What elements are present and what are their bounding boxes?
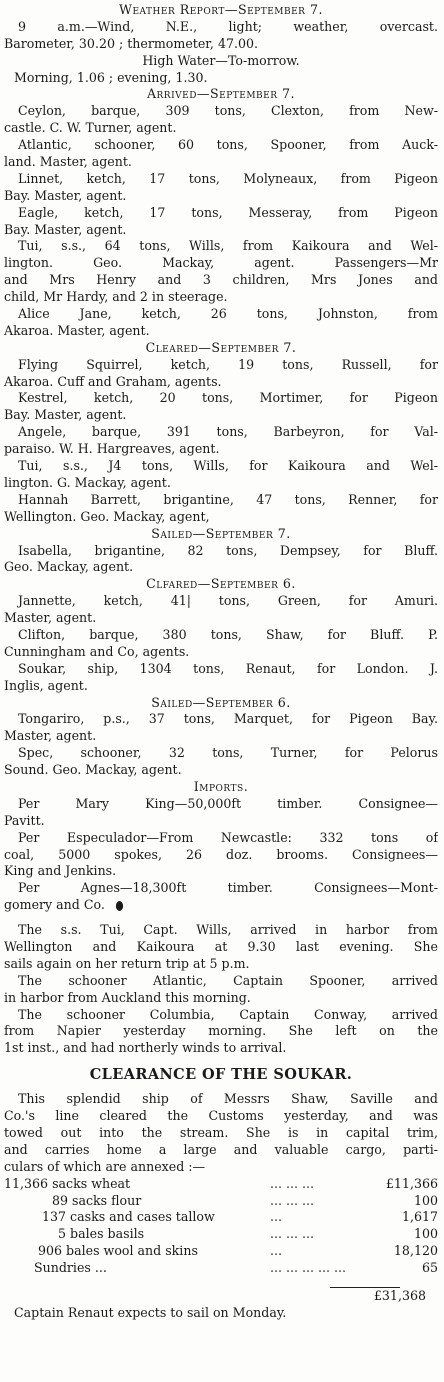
cleared-entry-line: Master, agent. <box>4 610 97 626</box>
news-line: The s.s. Tui, Capt. Wills, arrived in harbor from <box>18 922 438 938</box>
arrived-heading: Arrived—September 7. <box>146 86 296 102</box>
sailed-heading: Sailed—September 6. <box>151 694 291 710</box>
cleared-entry-line: Bay. Master, agent. <box>4 407 127 423</box>
cargo-item: Sundries ... <box>34 1260 107 1276</box>
cleared-entry-line: Flying Squirrel, ketch, 19 tons, Russell, for <box>18 356 438 372</box>
cleared-entry-line: Wellington. Geo. Mackay, agent, <box>4 508 210 524</box>
arrival-entry-line: castle. C. W. Turner, agent. <box>4 120 177 136</box>
cargo-row <box>4 1176 438 1193</box>
sailed-entry-line: Geo. Mackay, agent. <box>4 559 134 575</box>
arrival-entry-line: Bay. Master, agent. <box>4 187 127 203</box>
cleared-entry-line: Jannette, ketch, 41| tons, Green, for Amuri. <box>18 593 438 609</box>
cleared-entry-line: paraiso. W. H. Hargreaves, agent. <box>4 441 220 457</box>
weather-line: 9 a.m.—Wind, N.E., light; weather, overcast. <box>18 18 438 34</box>
sailed-entry-line: Sound. Geo. Mackay, agent. <box>4 762 182 778</box>
cargo-row <box>4 1260 438 1277</box>
cleared-heading: Clfared—September 6. <box>146 576 296 592</box>
cargo-leader: ... ... ... <box>270 1175 315 1191</box>
cargo-leader: ... ... ... ... ... <box>270 1260 347 1276</box>
cleared-entry-line: Tui, s.s., J4 tons, Wills, for Kaikoura and Wel- <box>18 458 438 474</box>
cargo-leader: ... ... ... <box>270 1226 315 1242</box>
cleared-entry-line: Hannah Barrett, brigantine, 47 tons, Renner, for <box>18 491 438 507</box>
cleared-entry-line: lington. G. Mackay, agent. <box>4 474 171 490</box>
news-line: The schooner Columbia, Captain Conway, arrived <box>18 1006 438 1022</box>
arrival-entry-line: Eagle, ketch, 17 tons, Messeray, from Pigeon <box>18 204 438 220</box>
high-water-heading: High Water—To-morrow. <box>142 52 300 68</box>
closing-line: Captain Renaut expects to sail on Monday. <box>14 1305 287 1321</box>
arrival-entry-line: land. Master, agent. <box>4 154 132 170</box>
import-entry-line: Pavitt. <box>4 812 45 828</box>
clearance-heading: CLEARANCE OF THE SOUKAR. <box>89 1066 353 1084</box>
clearance-text-line: Co.'s line cleared the Customs yesterday, and was <box>4 1108 438 1124</box>
cargo-amount: 100 <box>413 1226 438 1242</box>
cleared-entry-line: Kestrel, ketch, 20 tons, Mortimer, for Pigeon <box>18 390 438 406</box>
cargo-total: £31,368 <box>373 1288 426 1304</box>
cleared-entry-line: Akaroa. Cuff and Graham, agents. <box>4 373 222 389</box>
import-entry-line: Per Especulador—From Newcastle: 332 tons of <box>18 829 438 845</box>
sailed-entry-line: Tongariro, p.s., 37 tons, Marquet, for Pigeon Bay. <box>18 711 438 727</box>
cargo-amount: £11,366 <box>385 1175 438 1191</box>
cargo-item: 5 bales basils <box>58 1226 145 1242</box>
arrival-entry-line: Linnet, ketch, 17 tons, Molyneaux, from Pigeon <box>18 170 438 186</box>
sailed-entry-line: Isabella, brigantine, 82 tons, Dempsey, for Bluff. <box>18 542 438 558</box>
news-line: 1st inst., and had northerly winds to arrival. <box>4 1040 287 1056</box>
news-line: The schooner Atlantic, Captain Spooner, arrived <box>18 972 438 988</box>
cargo-amount: 65 <box>421 1260 438 1276</box>
sailed-entry-line: Master, agent. <box>4 728 97 744</box>
cargo-row <box>4 1193 438 1210</box>
import-entry-text: gomery and Co. <box>4 897 105 913</box>
weather-report-heading: Weather Report—September 7. <box>119 2 323 17</box>
arrival-entry-line: Tui, s.s., 64 tons, Wills, from Kaikoura and Wel- <box>18 238 438 254</box>
cargo-item: 89 sacks flour <box>52 1192 142 1208</box>
cargo-row <box>4 1243 438 1260</box>
cargo-amount: 1,617 <box>401 1209 438 1225</box>
clearance-text-line: towed out into the stream. She is in capital trim, <box>4 1125 438 1140</box>
news-line: Wellington and Kaikoura at 9.30 last evening. She <box>4 938 438 954</box>
cargo-row <box>4 1226 438 1243</box>
news-line: from Napier yesterday morning. She left on the <box>4 1023 438 1039</box>
sailed-entry-line: Spec, schooner, 32 tons, Turner, for Pelorus <box>18 745 438 761</box>
arrival-entry-line: lington. Geo. Mackay, agent. Passengers—Mr <box>4 255 438 271</box>
import-entry-line: Per Agnes—18,300ft timber. Consignees—Mont- <box>18 880 438 896</box>
cargo-item: 11,366 sacks wheat <box>4 1175 131 1191</box>
arrival-entry-line: and Mrs Henry and 3 children, Mrs Jones and <box>4 272 438 288</box>
cargo-amount: 18,120 <box>393 1243 438 1259</box>
news-line: sails again on her return trip at 5 p.m. <box>4 955 250 971</box>
arrival-entry-line: Atlantic, schooner, 60 tons, Spooner, from Auck- <box>18 137 438 153</box>
clearance-text-line: This splendid ship of Messrs Shaw, Saville and <box>18 1091 438 1107</box>
import-entry-line: King and Jenkins. <box>4 863 117 879</box>
high-water-line: Morning, 1.06 ; evening, 1.30. <box>14 69 208 85</box>
cleared-entry-line: Soukar, ship, 1304 tons, Renaut, for London. J. <box>18 660 438 676</box>
news-line: in harbor from Auckland this morning. <box>4 989 251 1005</box>
cargo-table <box>4 1176 438 1277</box>
cargo-leader: ... <box>270 1243 283 1259</box>
cleared-entry-line: Angele, barque, 391 tons, Barbeyron, for Val- <box>18 424 438 440</box>
ink-blot-icon <box>115 900 124 912</box>
import-entry-line: Per Mary King—50,000ft timber. Consignee— <box>18 795 438 811</box>
clearance-text-line: culars of which are annexed :— <box>4 1158 206 1174</box>
arrival-entry-line: Alice Jane, ketch, 26 tons, Johnston, from <box>18 306 438 322</box>
cleared-entry-line: Clifton, barque, 380 tons, Shaw, for Bluff. P. <box>18 626 438 642</box>
cargo-row <box>4 1209 438 1226</box>
cleared-entry-line: Cunningham and Co, agents. <box>4 643 190 659</box>
cargo-item: 906 bales wool and skins <box>38 1243 198 1259</box>
arrival-entry-line: Akaroa. Master, agent. <box>4 322 150 338</box>
weather-line: Barometer, 30.20 ; thermometer, 47.00. <box>4 35 258 51</box>
import-entry-line: coal, 5000 spokes, 26 doz. brooms. Consignees— <box>4 846 438 862</box>
cleared-heading: Cleared—September 7. <box>145 339 297 355</box>
cargo-leader: ... <box>270 1209 283 1225</box>
arrival-entry-line: Ceylon, barque, 309 tons, Clexton, from New- <box>18 103 438 119</box>
cargo-amount: 100 <box>413 1192 438 1208</box>
arrival-entry-line: Bay. Master, agent. <box>4 221 127 237</box>
cargo-leader: ... ... ... <box>270 1192 315 1208</box>
cargo-item: 137 casks and cases tallow <box>42 1209 215 1225</box>
sailed-heading: Sailed—September 7. <box>151 525 291 541</box>
clearance-text-line: and carries home a large and valuable cargo, parti- <box>4 1141 438 1157</box>
import-entry-line-with-ornament <box>4 897 438 914</box>
imports-heading: Imports. <box>193 778 249 794</box>
arrival-entry-line: child, Mr Hardy, and 2 in steerage. <box>4 289 228 305</box>
cleared-entry-line: Inglis, agent. <box>4 677 88 693</box>
